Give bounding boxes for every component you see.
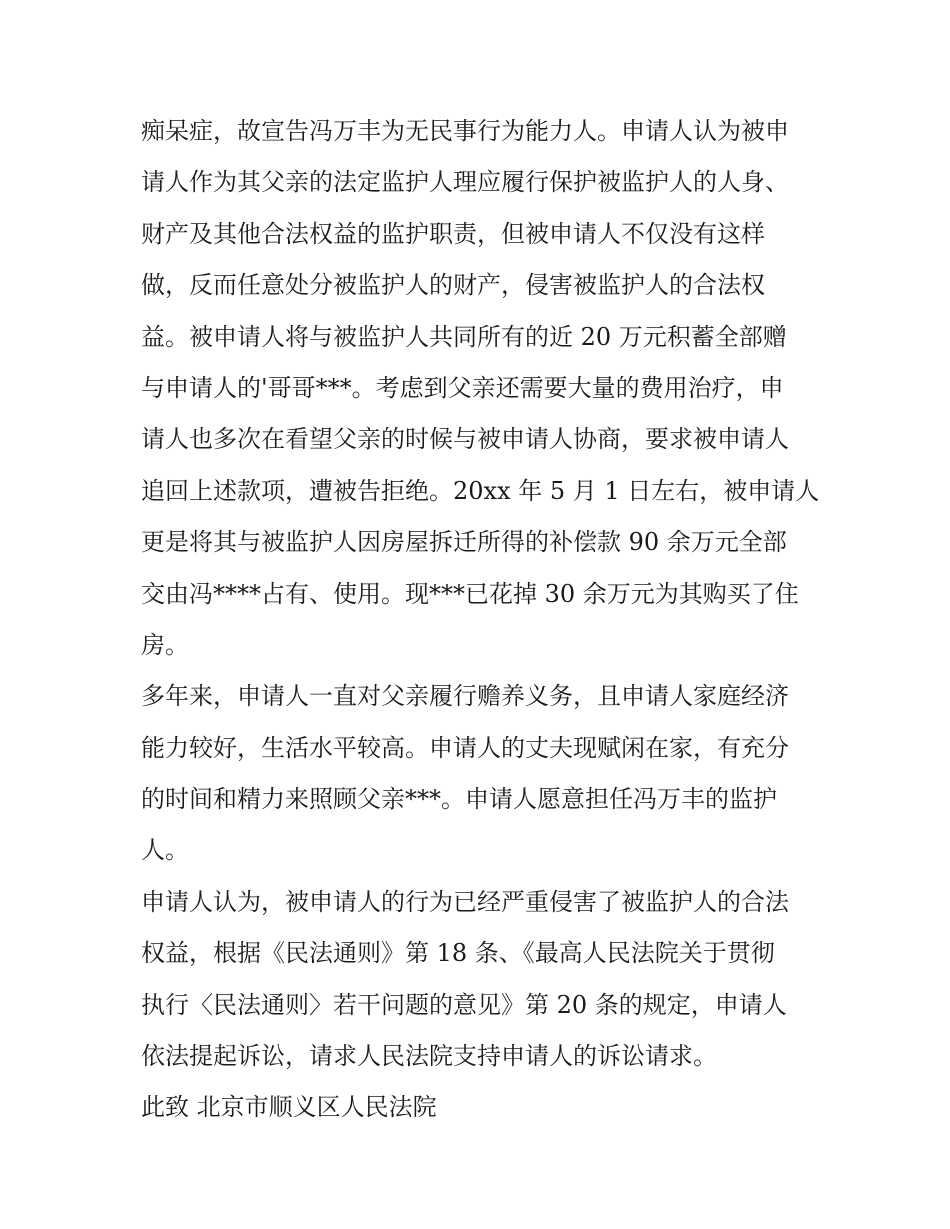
text-line: 请人作为其父亲的法定监护人理应履行保护被监护人的人身、 xyxy=(141,168,789,197)
text-line: 多年来，申请人一直对父亲履行赡养义务，且申请人家庭经济 xyxy=(141,682,789,711)
text-line: 申请人认为，被申请人的行为已经严重侵害了被监护人的合法 xyxy=(141,887,789,916)
text-line: 更是将其与被监护人因房屋拆迁所得的补偿款 90 余万元全部 xyxy=(141,528,787,557)
text-line: 人。 xyxy=(141,836,189,865)
text-line: 依法提起诉讼，请求人民法院支持申请人的诉讼请求。 xyxy=(141,1042,717,1071)
text-line: 执行〈民法通则〉若干问题的意见》第 20 条的规定，申请人 xyxy=(141,990,787,1019)
text-line: 与申请人的'哥哥***。考虑到父亲还需要大量的费用治疗，申 xyxy=(141,373,784,402)
text-line: 能力较好，生活水平较高。申请人的丈夫现赋闲在家，有充分 xyxy=(141,733,789,762)
closing-line: 此致 北京市顺义区人民法院 xyxy=(141,1093,437,1122)
text-line: 权益，根据《民法通则》第 18 条、《最高人民法院关于贯彻 xyxy=(141,939,775,968)
text-line: 痴呆症，故宣告冯万丰为无民事行为能力人。申请人认为被申 xyxy=(141,117,789,145)
text-line: 做，反而任意处分被监护人的财产，侵害被监护人的合法权 xyxy=(141,271,765,300)
text-line: 财产及其他合法权益的监护职责，但被申请人不仅没有这样 xyxy=(141,219,765,248)
text-line: 交由冯****占有、使用。现***已花掉 30 余万元为其购买了住 xyxy=(141,579,799,608)
document-body xyxy=(141,106,821,1134)
text-line: 益。被申请人将与被监护人共同所有的近 20 万元积蓄全部赠 xyxy=(141,322,787,351)
text-line: 的时间和精力来照顾父亲***。申请人愿意担任冯万丰的监护 xyxy=(141,785,777,814)
text-line: 请人也多次在看望父亲的时候与被申请人协商，要求被申请人 xyxy=(141,425,789,454)
text-line: 房。 xyxy=(141,630,189,659)
text-line: 追回上述款项，遭被告拒绝。20xx 年 5 月 1 日左右，被申请人 xyxy=(141,476,820,505)
